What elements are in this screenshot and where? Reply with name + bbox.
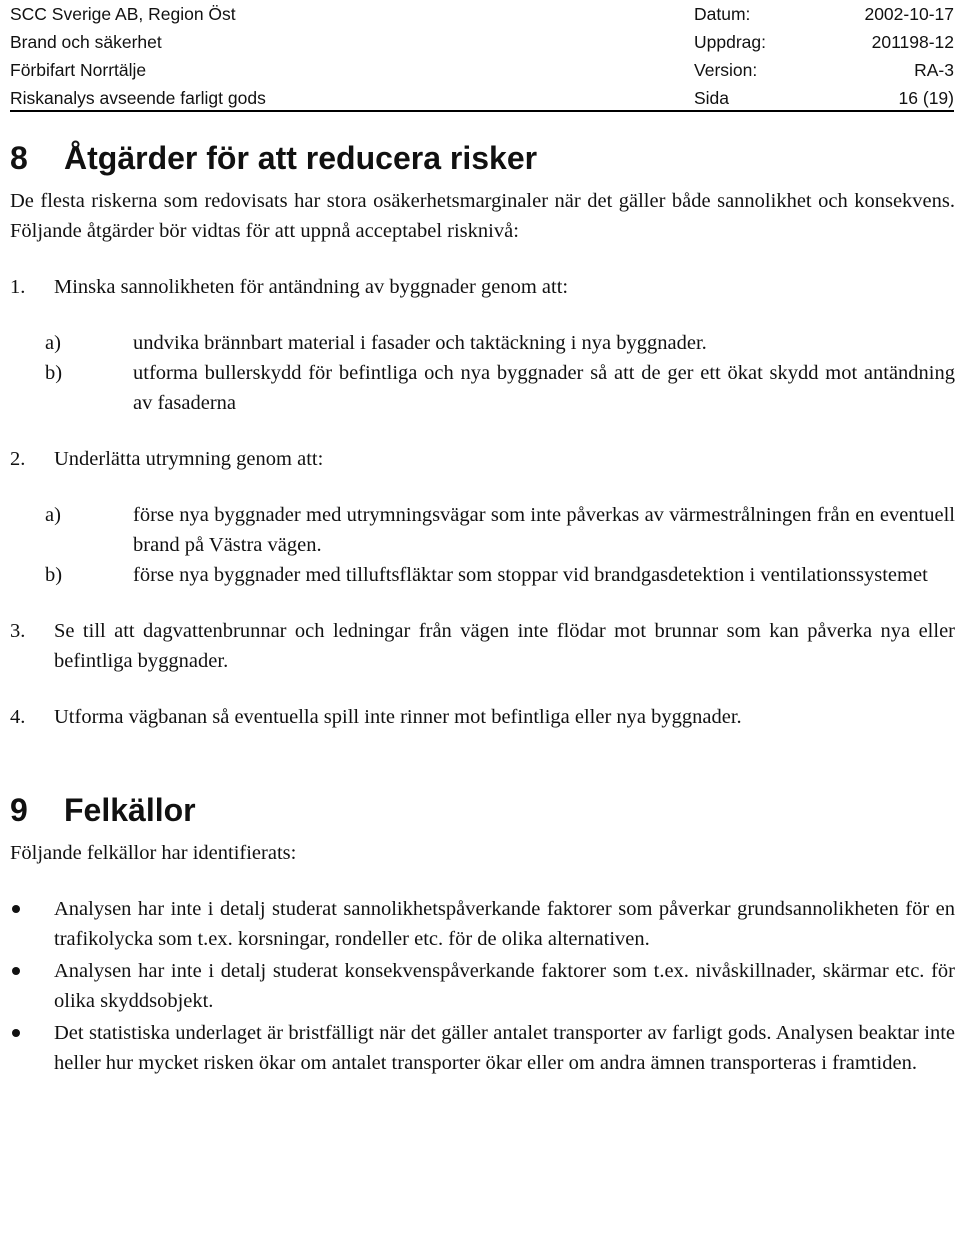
section-9-number: 9 bbox=[10, 792, 28, 828]
section-9-title: Felkällor bbox=[64, 792, 196, 828]
bullet-icon bbox=[10, 956, 54, 1016]
measure-item-4 bbox=[10, 702, 955, 732]
section-8-heading bbox=[10, 130, 955, 186]
measure-text: Utforma vägbanan så eventuella spill inte rinner mot befintliga eller nya byggnader. bbox=[54, 706, 742, 728]
sub-label: a) bbox=[45, 504, 61, 526]
error-source-item bbox=[10, 894, 955, 954]
measure-text: Se till att dagvattenbrunnar och ledningar från vägen inte flödar mot brunnar som kan påverka nya eller befintliga byggnader. bbox=[54, 620, 955, 672]
header-version-label: Version: bbox=[694, 60, 758, 80]
measure-2-sub-a bbox=[10, 500, 955, 560]
header-version-value: RA-3 bbox=[914, 60, 954, 80]
header-department: Brand och säkerhet bbox=[10, 32, 162, 52]
measure-text: Minska sannolikheten för antändning av byggnader genom att: bbox=[54, 276, 569, 298]
sub-text: undvika brännbart material i fasader och taktäckning i nya byggnader. bbox=[133, 332, 707, 354]
page-header bbox=[10, 0, 954, 112]
error-source-text: Det statistiska underlaget är bristfälligt när det gäller antalet transporter av farligt gods. Analysen beaktar inte heller hur mycket risken ökar om antalet transporter ökar eller om andra ämnen transporteras i framtiden. bbox=[54, 1022, 955, 1074]
measure-1-sub-a bbox=[10, 328, 955, 358]
section-9-heading bbox=[10, 782, 955, 838]
section-8-intro: De flesta riskerna som redovisats har stora osäkerhetsmarginaler när det gäller både sannolikhet och konsekvens. Följande åtgärder bör vidtas för att uppnå acceptabel risknivå: bbox=[10, 190, 955, 242]
sub-label: a) bbox=[45, 332, 61, 354]
header-row-document bbox=[10, 84, 954, 112]
measure-number: 2. bbox=[10, 448, 26, 470]
measure-item-3 bbox=[10, 616, 955, 676]
error-source-item bbox=[10, 956, 955, 1016]
header-date-value: 2002-10-17 bbox=[864, 4, 954, 24]
error-source-text: Analysen har inte i detalj studerat sannolikhetspåverkande faktorer som påverkar grundsannolikheten för en trafikolycka som t.ex. korsningar, rondeller etc. för de olika alternativen. bbox=[54, 898, 955, 950]
header-document-title: Riskanalys avseende farligt gods bbox=[10, 88, 266, 108]
measure-number: 3. bbox=[10, 620, 26, 642]
section-8-number: 8 bbox=[10, 140, 28, 176]
measure-2-sub-b bbox=[10, 560, 955, 590]
section-9-intro: Följande felkällor har identifierats: bbox=[10, 842, 297, 864]
sub-label: b) bbox=[45, 564, 63, 586]
header-row-project bbox=[10, 56, 954, 84]
measure-number: 1. bbox=[10, 276, 26, 298]
measure-number: 4. bbox=[10, 706, 26, 728]
header-page-value: 16 (19) bbox=[898, 88, 954, 108]
error-source-text: Analysen har inte i detalj studerat konsekvenspåverkande faktorer som t.ex. nivåskillnader, skärmar etc. för olika skyddsobjekt. bbox=[54, 960, 955, 1012]
bullet-icon bbox=[10, 894, 54, 954]
header-company: SCC Sverige AB, Region Öst bbox=[10, 4, 236, 24]
measure-item-2 bbox=[10, 444, 955, 474]
header-row-company bbox=[10, 0, 954, 28]
sub-text: förse nya byggnader med utrymningsvägar som inte påverkas av värmestrålningen från en eventuell brand på Västra vägen. bbox=[133, 504, 955, 556]
header-row-department bbox=[10, 28, 954, 56]
sub-label: b) bbox=[45, 362, 63, 384]
error-source-item bbox=[10, 1018, 955, 1078]
document-body bbox=[10, 130, 955, 1080]
header-page-label: Sida bbox=[694, 88, 730, 108]
header-assignment-label: Uppdrag: bbox=[694, 32, 766, 52]
measure-text: Underlätta utrymning genom att: bbox=[54, 448, 324, 470]
header-project: Förbifart Norrtälje bbox=[10, 60, 147, 80]
bullet-icon bbox=[10, 1018, 54, 1078]
measure-1-sub-b bbox=[10, 358, 955, 418]
header-assignment-value: 201198-12 bbox=[871, 32, 954, 52]
header-date-label: Datum: bbox=[694, 4, 751, 24]
section-8-title: Åtgärder för att reducera risker bbox=[64, 140, 538, 176]
sub-text: utforma bullerskydd för befintliga och nya byggnader så att de ger ett ökat skydd mot antändning av fasaderna bbox=[133, 362, 955, 414]
sub-text: förse nya byggnader med tilluftsfläktar som stoppar vid brandgasdetektion i ventilationssystemet bbox=[133, 564, 928, 586]
measure-item-1 bbox=[10, 272, 955, 302]
